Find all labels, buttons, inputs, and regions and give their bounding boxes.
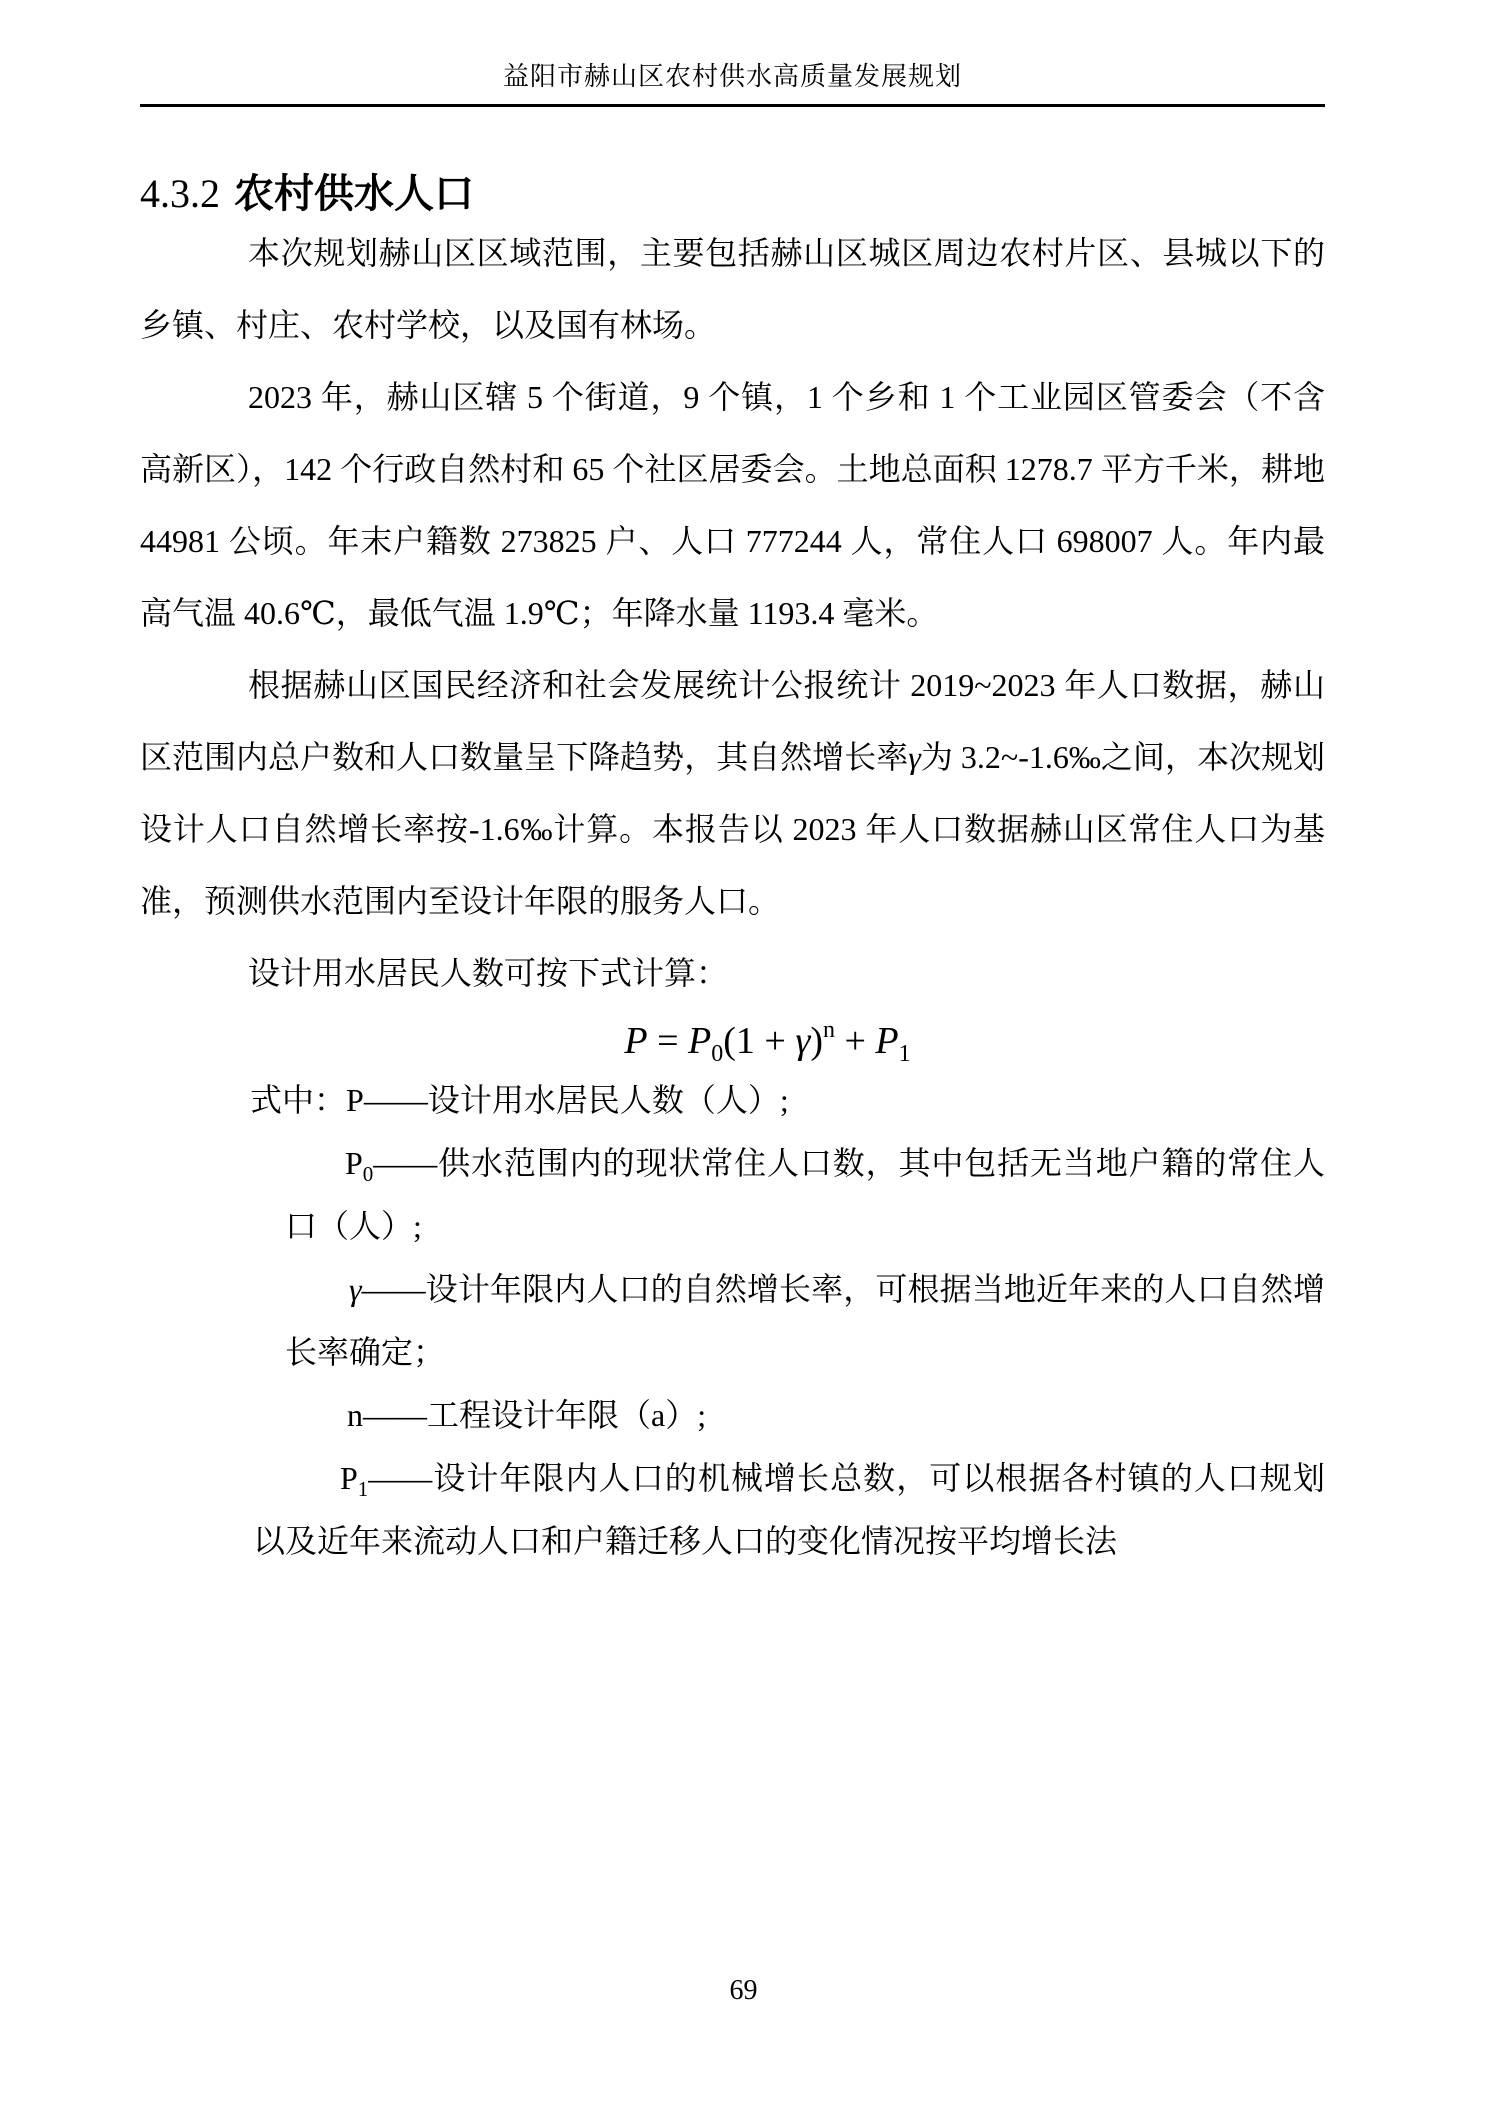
where-item-P — [140, 1069, 1325, 1132]
formula-P0-sub: 0 — [711, 1041, 724, 1067]
where-gamma-text: ——设计年限内人口的自然增长率，可根据当地近年来的人口自然增长率确定； — [285, 1271, 1325, 1370]
formula-plus: + — [834, 1020, 876, 1062]
section-heading — [140, 171, 1325, 217]
where-item-n — [140, 1384, 1325, 1447]
formula-exponent: n — [822, 1017, 835, 1043]
para3-text-post: 为 3.2~-1.6‰之间，本次规划设计人口自然增长率按-1.6‰计算。本报告以 2023 年人口数据赫山区常住人口为基准，预测供水范围内至设计年限的服务人口。 — [140, 739, 1325, 919]
page-header-title: 益阳市赫山区农村供水高质量发展规划 — [502, 62, 962, 91]
page-content — [140, 171, 1325, 1573]
formula-P0-base: P — [688, 1020, 712, 1062]
gamma-symbol: γ — [908, 739, 921, 775]
where-P0-symbol: P — [345, 1145, 363, 1181]
formula-gamma: γ — [795, 1020, 811, 1062]
formula-open-paren: ( — [723, 1020, 736, 1062]
where-n-symbol: n — [347, 1397, 363, 1433]
where-n-text: ——工程设计年限（a）; — [363, 1397, 707, 1433]
population-formula — [140, 1013, 1325, 1069]
section-number: 4.3.2 — [140, 171, 220, 216]
where-item-P1 — [140, 1447, 1325, 1573]
where-item-gamma — [140, 1258, 1325, 1384]
where-item-P0 — [140, 1132, 1325, 1258]
where-P0-text: ——供水范围内的现状常住人口数，其中包括无当地户籍的常住人口（人）; — [285, 1145, 1325, 1244]
paragraph-scope: 本次规划赫山区区域范围，主要包括赫山区城区周边农村片区、县城以下的乡镇、村庄、农村学校，以及国有林场。 — [140, 235, 1325, 343]
formula-intro: 设计用水居民人数可按下式计算： — [248, 955, 729, 991]
formula-P1-sub: 1 — [898, 1041, 911, 1067]
para3-text-pre: 根据赫山区国民经济和社会发展统计公报统计 2019~2023 年人口数据，赫山区范围内总户数和人口数量呈下降趋势，其自然增长率 — [140, 667, 1325, 775]
where-gamma-symbol: γ — [349, 1271, 362, 1307]
where-P-symbol: P — [346, 1082, 364, 1118]
formula-inner: 1 + — [735, 1020, 796, 1062]
paragraph-statistics: 2023 年，赫山区辖 5 个街道，9 个镇，1 个乡和 1 个工业园区管委会（不含高新区），142 个行政自然村和 65 个社区居委会。土地总面积 1278.7 平方千米，耕地 44981 公顷。年末户籍数 273825 户、人口 777244 人，常住人口 698007 人。年内最高气温 40.6℃，最低气温 1.9℃；年降水量 1193.4 毫米。 — [140, 379, 1325, 631]
where-prefix: 式中： — [250, 1082, 347, 1118]
formula-equals: = — [647, 1020, 689, 1062]
where-P1-symbol: P — [340, 1460, 358, 1496]
page-number: 69 — [729, 1975, 758, 2006]
where-P0-sub: 0 — [362, 1162, 374, 1186]
formula-P: P — [624, 1020, 648, 1062]
formula-P1-base: P — [875, 1020, 899, 1062]
page-header — [140, 0, 1325, 107]
section-title: 农村供水人口 — [234, 172, 474, 216]
where-P1-text: ——设计年限内人口的机械增长总数，可以根据各村镇的人口规划以及近年来流动人口和户籍迁移人口的变化情况按平均增长法 — [253, 1460, 1325, 1559]
where-P-text: ——设计用水居民人数（人）; — [363, 1082, 789, 1118]
paragraph-population-trend — [140, 649, 1325, 937]
formula-close-paren: ) — [810, 1020, 823, 1062]
where-P1-sub: 1 — [357, 1477, 369, 1501]
